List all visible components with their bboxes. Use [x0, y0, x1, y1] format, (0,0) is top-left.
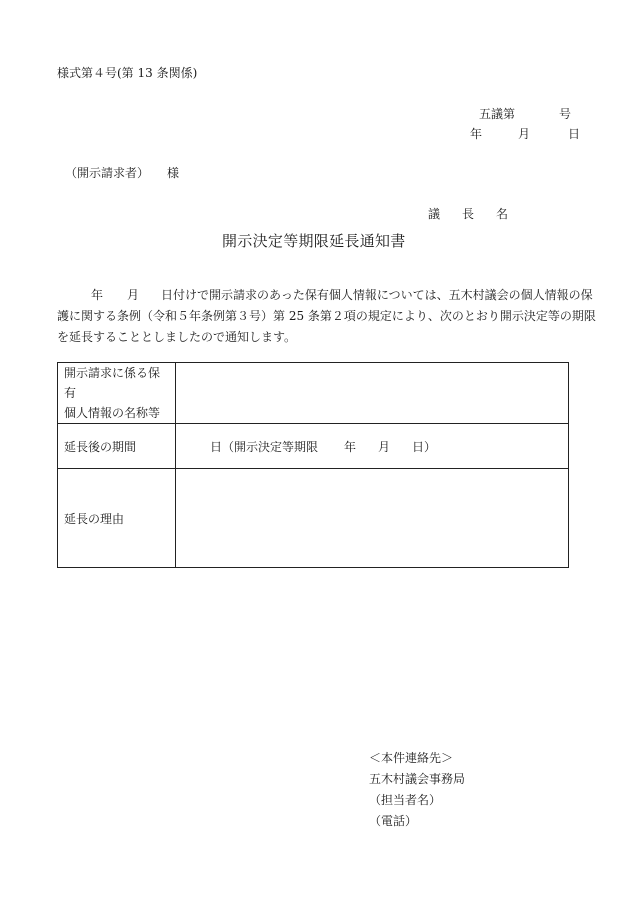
form-table — [57, 362, 569, 568]
body-paragraph — [57, 285, 596, 348]
body-line-3: を延長することとしましたので通知します。 — [57, 330, 297, 344]
row-label-reason: 延長の理由 — [58, 469, 176, 568]
contact-office: 五木村議会事務局 — [369, 772, 466, 786]
date-year: 年 — [470, 127, 483, 141]
addressee-honorific: 様 — [167, 166, 180, 180]
table-row — [58, 469, 569, 568]
sender-char-1: 議 — [428, 207, 441, 221]
doc-number-suffix: 号 — [559, 107, 572, 121]
addressee-label: （開示請求者） — [65, 166, 150, 180]
issue-date — [470, 128, 580, 140]
body-line-2: 護に関する条例（令和５年条例第３号）第 25 条第２項の規定により、次のとおり開示決定等の期限 — [57, 309, 596, 323]
row-label-line-b: 個人情報の名称等 — [64, 406, 161, 420]
contact-phone: （電話） — [369, 814, 418, 828]
doc-number-prefix: 五議第 — [479, 107, 516, 121]
sender-char-3: 名 — [496, 207, 509, 221]
sender-char-2: 長 — [462, 207, 475, 221]
row-label-extended-period: 延長後の期間 — [58, 424, 176, 469]
row-label-line-a: 開示請求に係る保有 — [64, 366, 161, 400]
period-month: 月 — [378, 439, 391, 454]
table-row — [58, 363, 569, 424]
personal-info-field[interactable] — [176, 363, 569, 424]
reason-field[interactable] — [176, 469, 569, 568]
date-month: 月 — [518, 127, 531, 141]
table-row — [58, 424, 569, 469]
period-end: 日） — [412, 439, 437, 454]
document-title: 開示決定等期限延長通知書 — [222, 232, 406, 250]
body-line-1-text: 日付けで開示請求のあった保有個人情報については、五木村議会の個人情報の保 — [161, 288, 593, 302]
document-number — [479, 108, 571, 120]
contact-person: （担当者名） — [369, 793, 442, 807]
contact-block — [369, 748, 465, 832]
body-line-1 — [57, 285, 593, 306]
body-year: 年 — [91, 288, 104, 302]
extended-period-field[interactable] — [176, 424, 569, 469]
row-label-personal-info — [58, 363, 176, 424]
period-year: 年 — [344, 439, 357, 454]
body-month: 月 — [127, 288, 140, 302]
period-day-text: 日（開示決定等期限 — [210, 439, 319, 454]
sender-name — [428, 208, 508, 220]
addressee — [65, 167, 179, 179]
contact-heading: ＜本件連絡先＞ — [369, 751, 454, 765]
form-number: 様式第４号(第 13 条関係) — [57, 66, 198, 80]
date-day: 日 — [568, 127, 581, 141]
